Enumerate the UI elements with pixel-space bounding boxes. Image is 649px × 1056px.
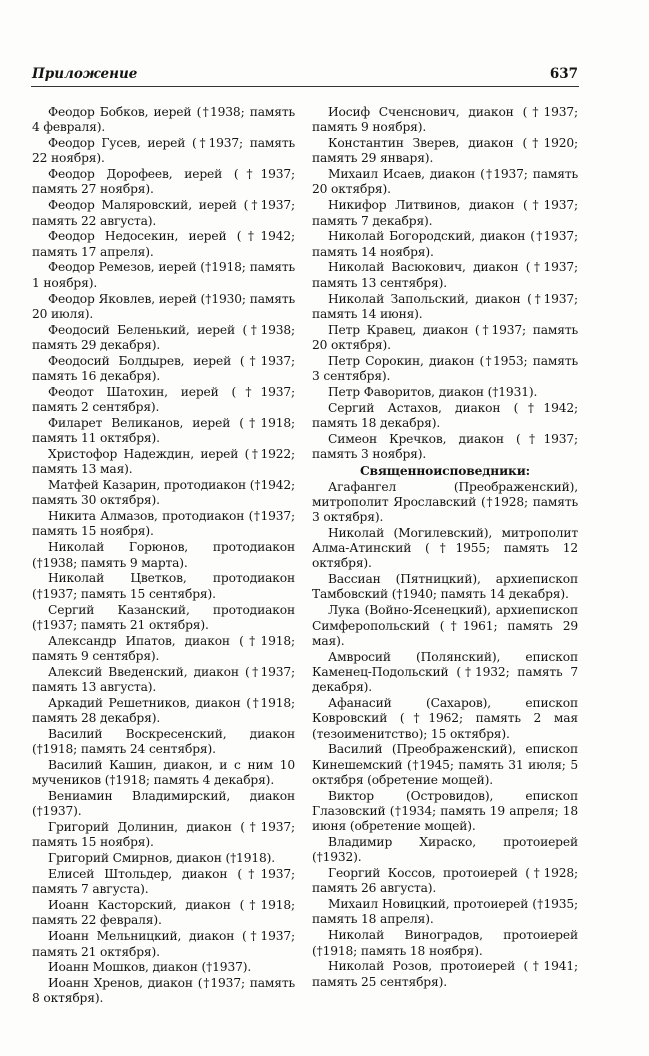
entry: Николай Виноградов, протоиерей (†1918; память 18 ноября). xyxy=(312,928,578,958)
entry: Василий Кашин, диакон, и с ним 10 мучеников (†1918; память 4 декабря). xyxy=(32,757,295,788)
entry: Василий (Преображенский), епископ Кинешемский (†1945; память 31 июля; 5 октября (обретение мощей). xyxy=(312,742,578,787)
entry: Петр Фаворитов, диакон (†1931). xyxy=(328,384,538,399)
entry: Александр Ипатов, диакон (†1918; память 9 сентября). xyxy=(32,633,295,663)
entry: Николай (Могилевский), митрополит Алма-Атинский (†1955; память 12 октября). xyxy=(312,525,578,571)
entry: Николай Васюкович, диакон (†1937; память 13 сентября). xyxy=(312,260,578,290)
entry: Иоанн Мошков, диакон (†1937). xyxy=(48,960,252,975)
section-heading: Священноисповедники: xyxy=(359,463,531,479)
running-header xyxy=(32,66,578,82)
left-column xyxy=(32,105,295,1007)
entry: Феодосий Беленький, иерей (†1938; память 29 декабря). xyxy=(32,322,295,352)
entry: Феодор Гусев, иерей (†1937; память 22 ноября). xyxy=(32,136,295,166)
entry: Агафангел (Преображенский), митрополит Ярославский (†1928; память 3 октября). xyxy=(312,479,578,525)
entry: Иоанн Мельницкий, диакон (†1937; память 21 октября). xyxy=(32,929,295,959)
entry: Никифор Литвинов, диакон (†1937; память 7 декабря). xyxy=(312,198,578,228)
entry: Феодор Яковлев, иерей (†1930; память 20 июля). xyxy=(32,291,295,321)
entry: Феодот Шатохин, иерей (†1937; память 2 сентября). xyxy=(32,384,295,415)
section-title: Приложение xyxy=(32,66,138,82)
entry: Иоанн Хренов, диакон (†1937; память 8 октября). xyxy=(32,976,295,1006)
entry: Григорий Долинин, диакон (†1937; память 15 ноября). xyxy=(32,820,295,850)
entry: Вассиан (Пятницкий), архиепископ Тамбовский (†1940; память 14 декабря). xyxy=(312,572,578,602)
entry: Матфей Казарин, протодиакон (†1942; память 30 октября). xyxy=(32,478,295,508)
entry: Николай Горюнов, протодиакон (†1938; память 9 марта). xyxy=(32,540,295,570)
entry: Амвросий (Полянский), епископ Каменец-Подольский (†1932; память 7 декабря). xyxy=(312,649,578,695)
page-number: 637 xyxy=(549,66,578,82)
entry: Алексий Введенский, диакон (†1937; память 13 августа). xyxy=(32,664,295,694)
entry: Василий Воскресенский, диакон (†1918; память 24 сентября). xyxy=(32,726,295,757)
entry: Аркадий Решетников, диакон (†1918; память 28 декабря). xyxy=(32,695,295,726)
entry: Петр Кравец, диакон (†1937; память 20 октября). xyxy=(312,322,578,352)
entry: Сергий Астахов, диакон (†1942; память 18 декабря). xyxy=(312,400,578,430)
entry: Феодор Ремезов, иерей (†1918; память 1 ноября). xyxy=(32,260,295,290)
entry: Феодор Дорофеев, иерей (†1937; память 27 ноября). xyxy=(32,167,295,197)
entry: Николай Розов, протоиерей (†1941; память 25 сентября). xyxy=(312,959,578,989)
entry: Вениамин Владимирский, диакон (†1937). xyxy=(32,789,295,819)
entry: Феодосий Болдырев, иерей (†1937; память 16 декабря). xyxy=(32,353,295,383)
entry: Никита Алмазов, протодиакон (†1937; память 15 ноября). xyxy=(32,509,295,539)
entry: Симеон Кречков, диакон (†1937; память 3 ноября). xyxy=(312,431,578,462)
entry: Григорий Смирнов, диакон (†1918). xyxy=(48,851,276,866)
entry: Николай Богородский, диакон (†1937; память 14 ноября). xyxy=(312,229,578,259)
entry: Виктор (Островидов), епископ Глазовский (†1934; память 19 апреля; 18 июня (обретение мощей). xyxy=(312,788,578,834)
header-rule xyxy=(31,86,579,87)
entry: Феодор Недосекин, иерей (†1942; память 17 апреля). xyxy=(32,229,295,259)
entry: Филарет Великанов, иерей (†1918; память 11 октября). xyxy=(32,415,295,446)
entry: Константин Зверев, диакон (†1920; память 29 января). xyxy=(312,136,578,166)
entry: Владимир Хираско, протоиерей (†1932). xyxy=(312,835,578,865)
entry: Михаил Новицкий, протоиерей (†1935; память 18 апреля). xyxy=(312,897,578,927)
entry: Елисей Штольдер, диакон (†1937; память 7 августа). xyxy=(32,867,295,897)
entry: Георгий Коссов, протоиерей (†1928; память 26 августа). xyxy=(312,866,578,896)
entry: Феодор Бобков, иерей (†1938; память 4 февраля). xyxy=(32,105,295,135)
entry: Христофор Надеждин, иерей (†1922; память 13 мая). xyxy=(32,447,295,477)
entry: Феодор Маляровский, иерей (†1937; память 22 августа). xyxy=(32,198,295,228)
entry: Михаил Исаев, диакон (†1937; память 20 октября). xyxy=(312,167,578,197)
entry: Сергий Казанский, протодиакон (†1937; память 21 октября). xyxy=(32,602,295,632)
entry: Николай Запольский, диакон (†1937; память 14 июня). xyxy=(312,291,578,321)
entry: Иоанн Касторский, диакон (†1918; память 22 февраля). xyxy=(32,898,295,928)
right-column xyxy=(312,105,578,991)
entry: Иосиф Сченснович, диакон (†1937; память 9 ноября). xyxy=(312,105,578,135)
entry: Лука (Войно-Ясенецкий), архиепископ Симферопольский (†1961; память 29 мая). xyxy=(312,603,578,648)
entry: Афанасий (Сахаров), епископ Ковровский (†1962; память 2 мая (тезоименитство); 15 октября). xyxy=(312,696,578,741)
entry: Петр Сорокин, диакон (†1953; память 3 сентября). xyxy=(312,353,578,383)
entry: Николай Цветков, протодиакон (†1937; память 15 сентября). xyxy=(32,571,295,601)
